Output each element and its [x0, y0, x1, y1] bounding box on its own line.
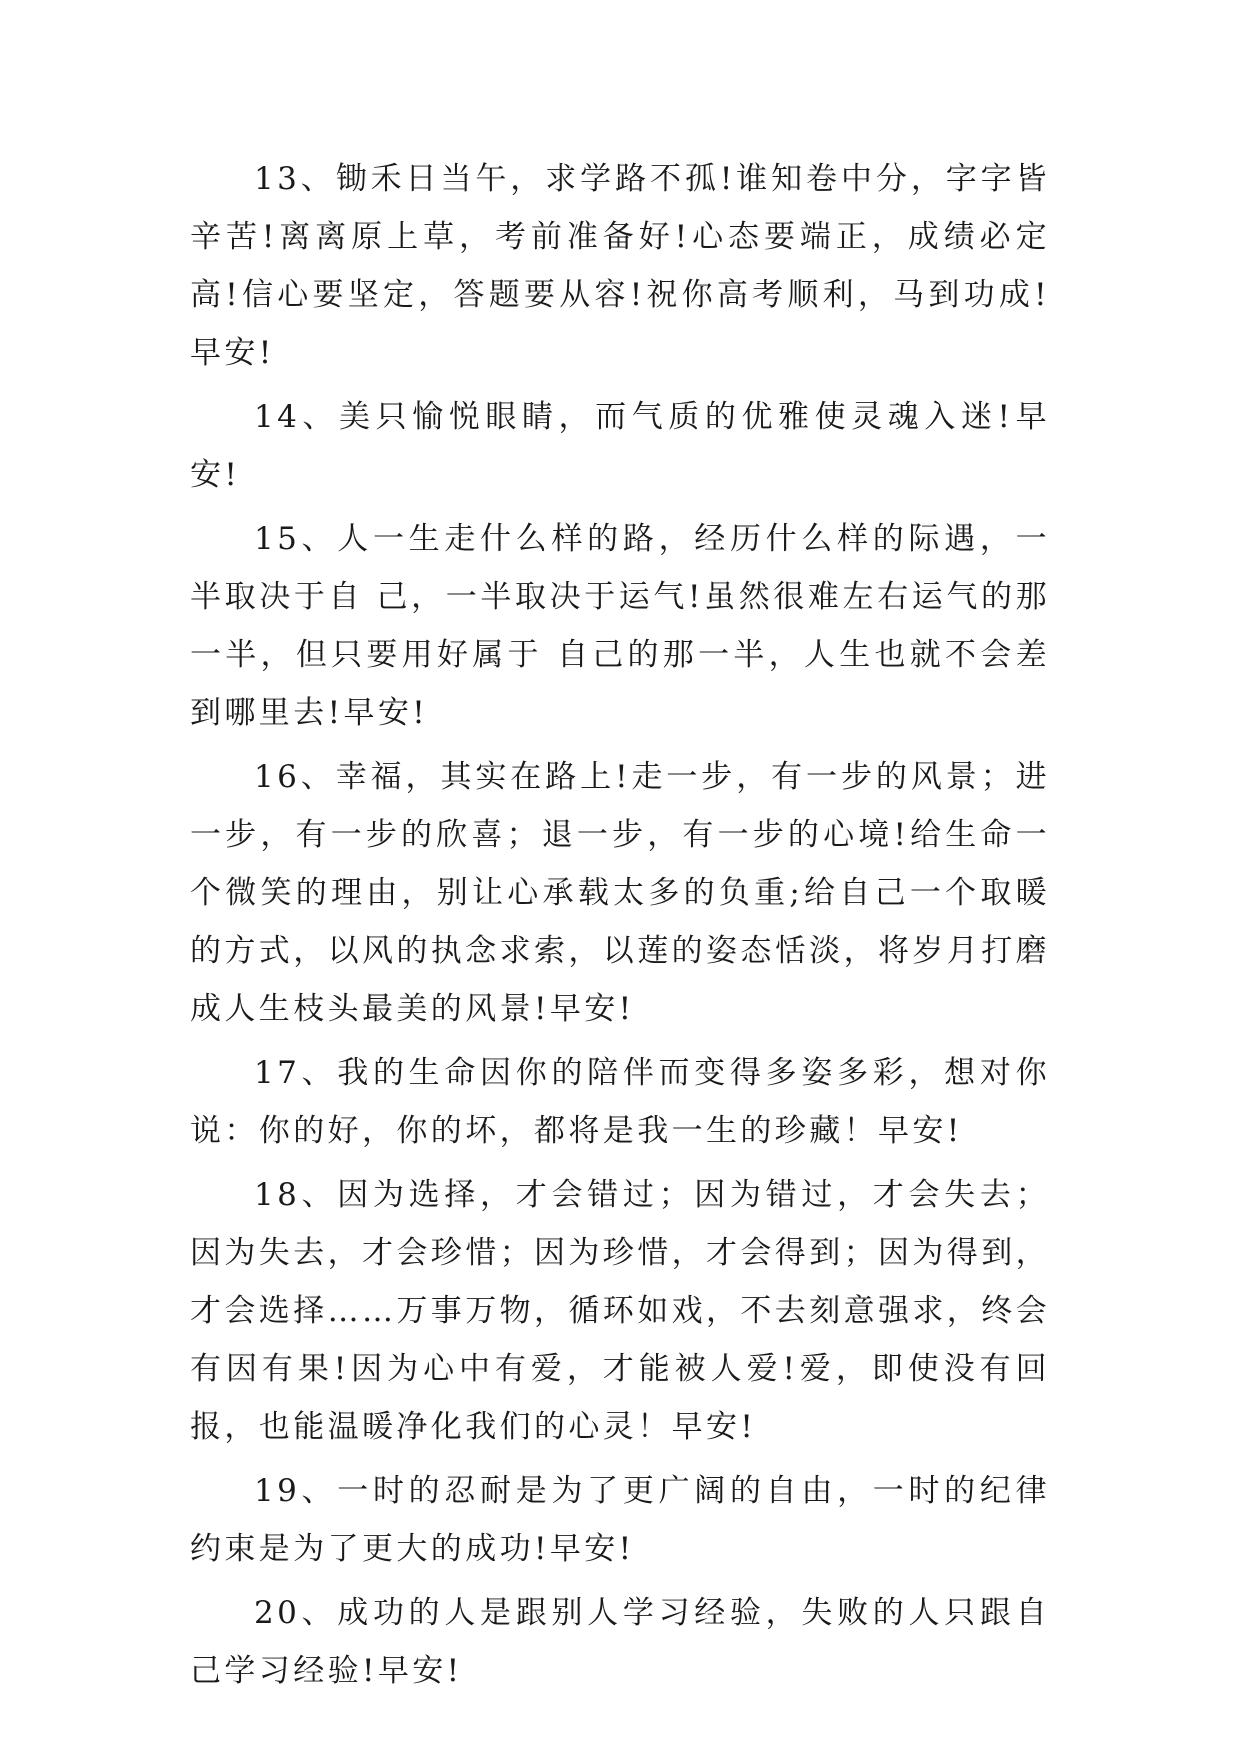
paragraph-13: 13、锄禾日当午，求学路不孤!谁知卷中分，字字皆辛苦!离离原上草，考前准备好!心态要端正，成绩必定高!信心要坚定，答题要从容!祝你高考顺利，马到功成!早安!	[190, 161, 1050, 371]
paragraph-15: 15、人一生走什么样的路，经历什么样的际遇，一半取决于自 己，一半取决于运气!虽然很难左右运气的那一半，但只要用好属于 自己的那一半，人生也就不会差到哪里去!早安!	[190, 521, 1050, 731]
document-body	[190, 150, 1050, 1706]
paragraph-20: 20、成功的人是跟别人学习经验，失败的人只跟自己学习经验!早安!	[190, 1595, 1050, 1689]
paragraph-19: 19、一时的忍耐是为了更广阔的自由，一时的纪律约束是为了更大的成功!早安!	[190, 1473, 1050, 1567]
paragraph-18: 18、因为选择，才会错过；因为错过，才会失去；因为失去，才会珍惜；因为珍惜，才会得到；因为得到，才会选择……万事万物，循环如戏，不去刻意强求，终会有因有果!因为心中有爱，才能被人爱!爱，即使没有回报，也能温暖净化我们的心灵！早安!	[190, 1177, 1050, 1445]
paragraph-17: 17、我的生命因你的陪伴而变得多姿多彩，想对你说：你的好，你的坏，都将是我一生的珍藏！早安!	[190, 1055, 1050, 1149]
paragraph-16: 16、幸福，其实在路上!走一步，有一步的风景；进一步，有一步的欣喜；退一步，有一步的心境!给生命一个微笑的理由，别让心承载太多的负重;给自己一个取暖的方式，以风的执念求索，以莲的姿态恬淡，将岁月打磨成人生枝头最美的风景!早安!	[190, 759, 1050, 1027]
paragraph-14: 14、美只愉悦眼睛，而气质的优雅使灵魂入迷!早安!	[190, 399, 1050, 493]
